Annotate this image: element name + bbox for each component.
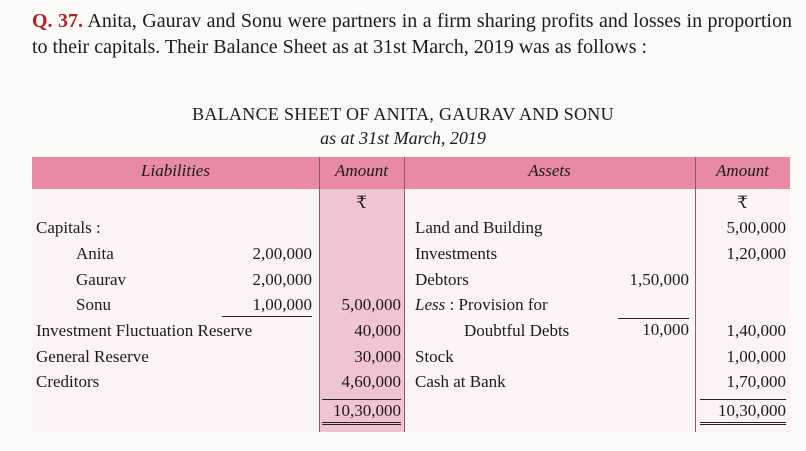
asset-label: Cash at Bank (415, 372, 506, 391)
header-amount-liabilities: Amount (335, 161, 388, 180)
partner-capital: 2,00,000 (252, 270, 312, 289)
header-liabilities: Liabilities (141, 161, 210, 180)
asset-amount: 1,20,000 (726, 244, 786, 263)
asset-label: Debtors (415, 270, 469, 289)
partner-capital: 1,00,000 (222, 294, 312, 317)
currency-symbol: ₹ (737, 193, 748, 212)
asset-amount: 1,00,000 (726, 347, 786, 366)
capitals-total: 5,00,000 (341, 295, 401, 314)
capitals-label: Capitals : (36, 218, 101, 237)
provision-label (415, 294, 548, 316)
partner-name: Gaurav (76, 270, 127, 289)
question-paragraph (32, 8, 792, 60)
header-amount-assets: Amount (716, 161, 769, 180)
header-assets: Assets (528, 161, 571, 180)
liability-label: Creditors (36, 372, 100, 391)
less-word: Less (415, 295, 446, 314)
net-debtors-amount: 1,40,000 (726, 321, 786, 340)
liability-label: General Reserve (36, 347, 149, 366)
provision-text: : Provision for (445, 295, 548, 314)
question-text: Anita, Gaurav and Sonu were partners in a firm sharing profits and losses in proportion to their capitals. Their Balance Sheet as at 31st March, 2019 was as follows : (32, 10, 792, 58)
currency-symbol: ₹ (356, 193, 367, 212)
liability-amount: 30,000 (354, 347, 401, 366)
doubtful-debts-label: Doubtful Debts (464, 321, 570, 340)
asset-label: Investments (415, 244, 498, 263)
sheet-subtitle: as at 31st March, 2019 (320, 128, 486, 148)
asset-amount: 1,70,000 (726, 372, 786, 391)
asset-label: Stock (415, 347, 454, 366)
balance-sheet-table (32, 157, 790, 432)
liability-amount: 40,000 (354, 321, 401, 340)
asset-amount: 5,00,000 (726, 218, 786, 237)
question-number: Q. 37. (32, 10, 84, 32)
partner-name: Anita (76, 244, 114, 263)
liabilities-total: 10,30,000 (322, 399, 401, 425)
sheet-title: BALANCE SHEET OF ANITA, GAURAV AND SONU (192, 104, 614, 124)
liability-label: Investment Fluctuation Reserve (36, 321, 253, 340)
asset-label: Land and Building (415, 218, 543, 237)
partner-capital: 2,00,000 (252, 244, 312, 263)
debtors-amount: 1,50,000 (629, 270, 689, 289)
partner-name: Sonu (76, 295, 111, 314)
assets-total: 10,30,000 (700, 399, 786, 425)
provision-amount: 10,000 (618, 318, 689, 341)
divider (404, 157, 405, 432)
liability-amount: 4,60,000 (341, 372, 401, 391)
